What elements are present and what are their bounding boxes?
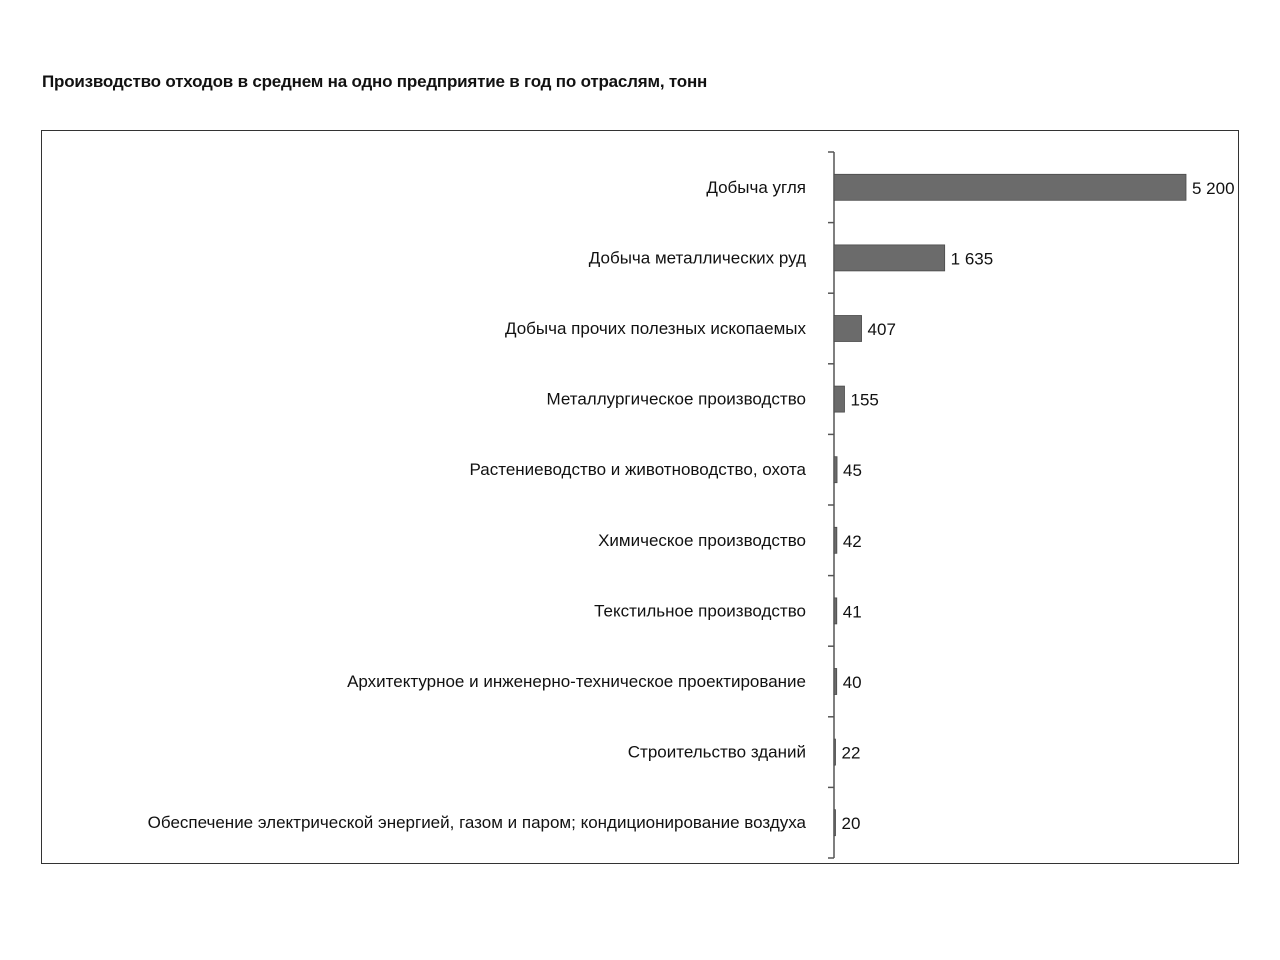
category-label: Архитектурное и инженерно-техническое проектирование (347, 671, 806, 691)
value-label: 41 (842, 602, 862, 622)
value-label: 1 635 (950, 249, 994, 269)
value-label: 22 (841, 743, 861, 763)
bar (834, 457, 837, 483)
category-label: Металлургическое производство (546, 389, 806, 409)
bar (834, 316, 862, 342)
value-label: 42 (842, 531, 862, 551)
category-label: Химическое производство (598, 530, 806, 550)
category-label: Добыча прочих полезных ископаемых (505, 318, 806, 338)
value-label: 407 (867, 319, 896, 339)
bar (834, 739, 836, 765)
value-label: 40 (842, 672, 862, 692)
category-label: Добыча металлических руд (588, 248, 806, 268)
bar (834, 527, 837, 553)
category-label: Добыча угля (706, 177, 806, 197)
bar (834, 245, 945, 271)
value-label: 5 200 (1192, 178, 1235, 198)
bar (834, 810, 836, 836)
value-label: 45 (843, 461, 862, 481)
chart-title: Производство отходов в среднем на одно предприятие в год по отраслям, тонн (42, 72, 708, 91)
bar (834, 386, 844, 412)
bar (834, 598, 837, 624)
value-label: 155 (850, 390, 879, 410)
bar (834, 174, 1186, 200)
bar (834, 669, 837, 695)
category-label: Строительство зданий (627, 742, 806, 762)
category-label: Текстильное производство (594, 601, 806, 621)
value-label: 20 (841, 814, 861, 834)
category-label: Растениеводство и животноводство, охота (469, 460, 806, 480)
category-label: Обеспечение электрической энергией, газом и паром; кондиционирование воздуха (147, 813, 806, 833)
